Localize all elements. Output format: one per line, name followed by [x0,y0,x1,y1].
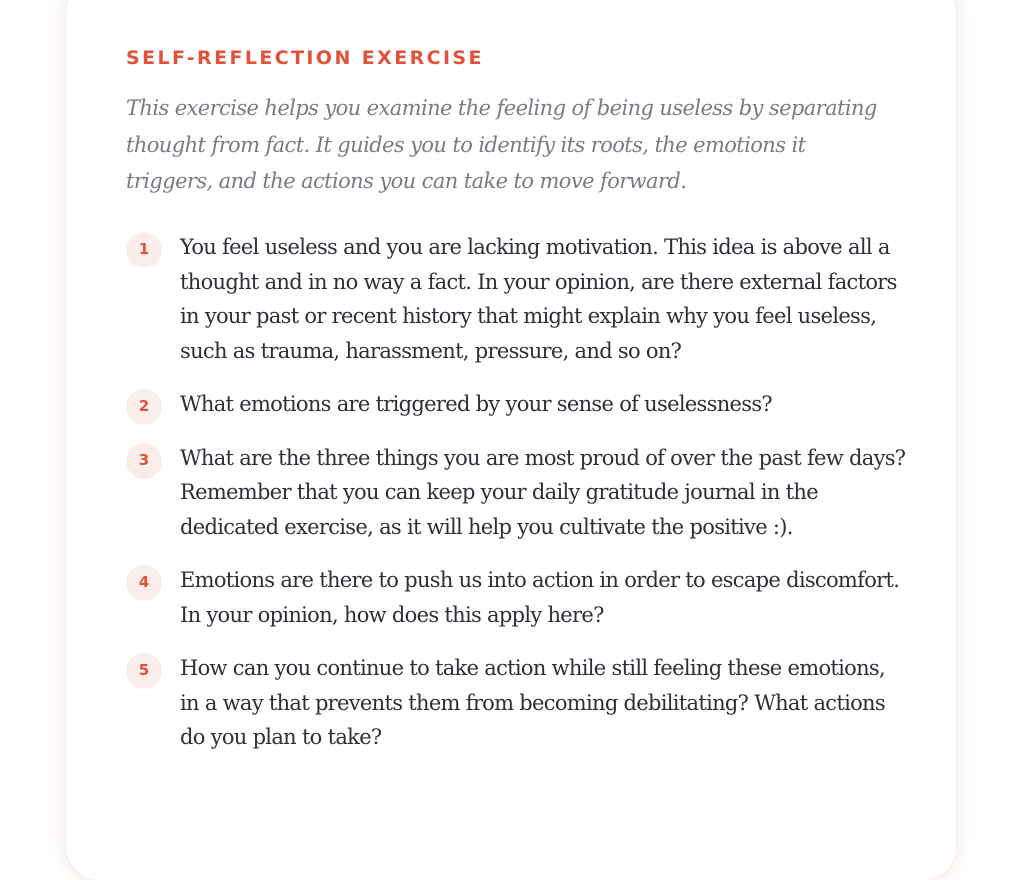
question-text: Emotions are there to push us into action in order to escape discomfort. In your opinion, how does this apply here? [180,568,900,627]
question-text: How can you continue to take action while still feeling these emotions, in a way that prevents them from becoming debilitating? What actions do you plan to take? [180,656,885,749]
question-list [126,230,906,774]
question-item-4 [126,563,906,632]
question-item-2 [126,387,906,422]
step-number-badge: 2 [126,389,162,425]
question-text: You feel useless and you are lacking motivation. This idea is above all a thought and in no way a fact. In your opinion, are there external factors in your past or recent history that might explain why you feel useless, such as trauma, harassment, pressure, and so on? [180,235,897,363]
question-item-5 [126,651,906,755]
step-number-badge: 4 [126,565,162,601]
question-item-1 [126,230,906,368]
question-text: What emotions are triggered by your sense of uselessness? [180,392,772,416]
exercise-eyebrow: SELF-REFLECTION EXERCISE [126,47,484,69]
exercise-intro: This exercise helps you examine the feeling of being useless by separating thought from fact. It guides you to identify its roots, the emotions it triggers, and the actions you can take to move forward. [126,96,877,193]
step-number-badge: 5 [126,653,162,689]
question-text: What are the three things you are most proud of over the past few days? Remember that you can keep your daily gratitude journal in the dedicated exercise, as it will help you cultivate the positive :). [180,445,906,539]
question-item-3 [126,441,906,545]
step-number-badge: 3 [126,443,162,479]
step-number-badge: 1 [126,232,162,268]
